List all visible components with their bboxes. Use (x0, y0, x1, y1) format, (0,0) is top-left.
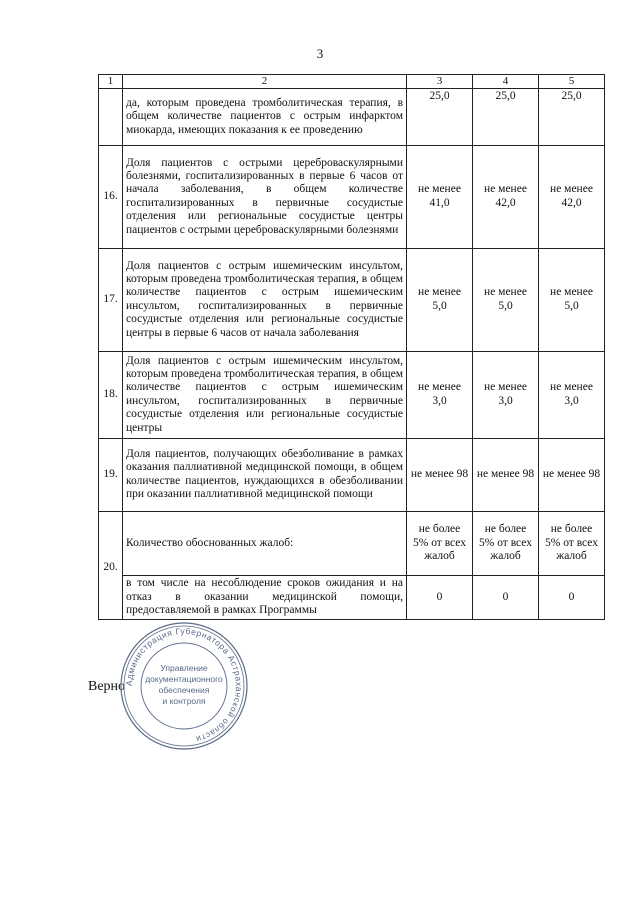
indicator-text: Доля пациентов, получающих обезболивание в рамках оказания паллиативной медицинской помощи, в общем количестве пациентов, нуждающихся в обезболивании при оказании паллиативной медицинской помощи (123, 438, 407, 511)
header-cell: 2 (123, 75, 407, 89)
value-col-3: не более 5% от всех жалоб (407, 511, 473, 575)
header-cell: 3 (407, 75, 473, 89)
value-col-4: 0 (473, 575, 539, 619)
indicator-text: да, которым проведена тромболитическая терапия, в общем количестве пациентов с острым инфарктом миокарда, имеющих показания к ее проведению (123, 88, 407, 145)
value-col-3: 0 (407, 575, 473, 619)
indicator-text: в том числе на несоблюдение сроков ожидания и на отказ в оказании медицинской помощи, предоставляемой в рамках Программы (123, 575, 407, 619)
page-number: 3 (316, 46, 324, 61)
indicator-text: Доля пациентов с острым ишемическим инсультом, которым проведена тромболитическая терапия, в общем количестве пациентов с острым ишемическим инсультом, госпитализированных в первичные сосудистые отделения или региональные сосудистые центры в первые 6 часов от начала заболевания (123, 248, 407, 351)
row-number (99, 88, 123, 145)
certification-word: Верно (88, 679, 126, 694)
table-row (99, 438, 605, 511)
value-col-4: не менее 98 (473, 438, 539, 511)
table-row (99, 145, 605, 248)
value-col-5: не менее 3,0 (539, 351, 605, 438)
header-cell: 1 (99, 75, 123, 89)
indicator-text: Доля пациентов с острым ишемическим инсультом, которым проведена тромболитическая терапия, в общем количестве пациентов с острым ишемическим инсультом, госпитализированных в первичные сосудистые отделения или региональные сосудистые центры (123, 351, 407, 438)
value-col-5: не менее 42,0 (539, 145, 605, 248)
indicator-text: Количество обоснованных жалоб: (123, 511, 407, 575)
value-col-5: не менее 98 (539, 438, 605, 511)
header-cell: 5 (539, 75, 605, 89)
table-header-row (99, 75, 605, 89)
value-col-4: не менее 42,0 (473, 145, 539, 248)
header-cell: 4 (473, 75, 539, 89)
table-row (99, 248, 605, 351)
value-col-5: не более 5% от всех жалоб (539, 511, 605, 575)
value-col-5: 25,0 (539, 88, 605, 145)
value-col-3: не менее 5,0 (407, 248, 473, 351)
row-number: 16. (99, 145, 123, 248)
stamp-center-line: документационного (145, 674, 223, 684)
value-col-4: не более 5% от всех жалоб (473, 511, 539, 575)
value-col-4: 25,0 (473, 88, 539, 145)
value-col-5: 0 (539, 575, 605, 619)
row-number: 17. (99, 248, 123, 351)
row-number: 18. (99, 351, 123, 438)
value-col-5: не менее 5,0 (539, 248, 605, 351)
row-number: 19. (99, 438, 123, 511)
value-col-4: не менее 3,0 (473, 351, 539, 438)
value-col-3: не менее 41,0 (407, 145, 473, 248)
table-row (99, 351, 605, 438)
table-row (99, 511, 605, 575)
indicator-text: Доля пациентов с острыми цереброваскулярными болезнями, госпитализированных в первые 6 часов от начала заболевания, в общем количестве госпитализированных в первичные сосудистые отделения или региональные сосудистые центры пациентов с острыми цереброваскулярными болезнями (123, 145, 407, 248)
stamp-center-line: обеспечения (158, 685, 210, 695)
indicators-table (98, 74, 605, 620)
value-col-3: не менее 98 (407, 438, 473, 511)
row-number: 20. (99, 511, 123, 619)
value-col-3: не менее 3,0 (407, 351, 473, 438)
value-col-4: не менее 5,0 (473, 248, 539, 351)
stamp-center-line: Управление (160, 663, 208, 673)
table-row (99, 575, 605, 619)
official-stamp (118, 620, 250, 752)
table-row (99, 88, 605, 145)
value-col-3: 25,0 (407, 88, 473, 145)
stamp-center-line: и контроля (162, 696, 206, 706)
stamp-ring-text: Администрация Губернатора Астраханской области (123, 625, 245, 745)
